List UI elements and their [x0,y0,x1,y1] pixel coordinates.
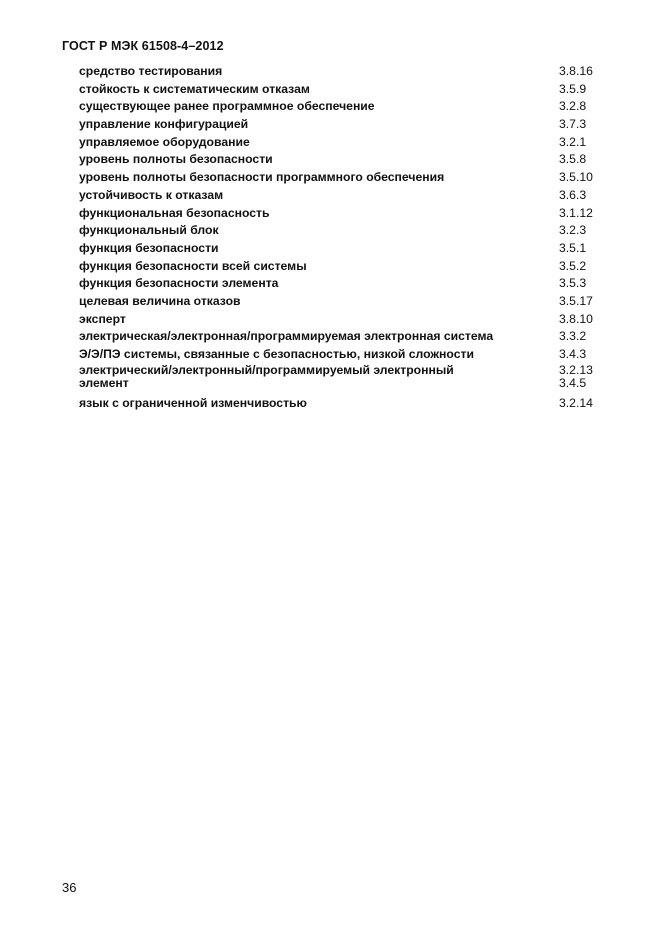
index-term: целевая величина отказов [79,293,241,308]
index-term: функциональная безопасность [79,205,270,220]
index-reference: 3.7.3 [559,117,587,132]
index-term: эксперт [79,311,126,326]
index-reference: 3.2.1 [559,134,587,149]
index-entry [79,151,609,169]
index-entry [79,395,609,413]
index-entry [79,116,609,134]
index-entry [79,275,609,293]
index-term: функция безопасности [79,240,219,255]
document-header: ГОСТ Р МЭК 61508-4–2012 [62,39,224,53]
index-entry [79,187,609,205]
index-reference: 3.4.3 [559,347,587,361]
index-reference: 3.1.12 [559,205,593,220]
index-entry [79,328,609,346]
index-reference: 3.8.16 [559,64,593,78]
index-term: Э/Э/ПЭ системы, связанные с безопасностью, низкой сложности [79,347,474,361]
index-entry [79,63,609,81]
index-reference: 3.2.8 [559,99,587,114]
index-entry [79,240,609,258]
index-entry [79,169,609,187]
index-term: управляемое оборудование [79,134,250,149]
index-term: функциональный блок [79,223,219,238]
index-entry [79,134,609,152]
index-term: управление конфигурацией [79,117,249,132]
index-term: функция безопасности элемента [79,276,279,291]
index-term-line: элемент [79,376,129,391]
index-term: уровень полноты безопасности программного обеспечения [79,170,445,185]
index-reference: 3.3.2 [559,329,587,344]
page-number: 36 [62,880,77,895]
index-entry [79,258,609,276]
index-reference: 3.5.2 [559,258,587,273]
index-reference: 3.5.17 [559,293,593,308]
index-entry [79,222,609,240]
index-entry [79,205,609,223]
index-entry-multiline [79,364,609,395]
index-entry [79,98,609,116]
index-term: функция безопасности всей системы [79,258,307,273]
index-reference: 3.2.3 [559,223,587,238]
index-reference: 3.6.3 [559,187,587,202]
index-reference: 3.2.14 [559,395,593,410]
index-reference: 3.5.1 [559,240,587,255]
index-reference: 3.5.3 [559,276,587,291]
index-term: уровень полноты безопасности [79,152,273,167]
index-reference: 3.5.8 [559,152,587,167]
index-term: электрическая/электронная/программируемая электронная система [79,329,494,344]
index-term: существующее ранее программное обеспечение [79,99,375,114]
index-entry [79,311,609,329]
index-entry [79,293,609,311]
index-reference-line: 3.4.5 [559,376,587,391]
index-term: стойкость к систематическим отказам [79,81,310,96]
index-reference: 3.8.10 [559,311,593,326]
index-reference-multiline [559,364,593,391]
subject-index [79,63,609,412]
index-term: устойчивость к отказам [79,187,224,202]
index-term: язык с ограниченной изменчивостью [79,395,307,410]
index-reference: 3.5.9 [559,81,587,96]
index-entry [79,346,609,364]
index-term-multiline [79,364,549,391]
index-entry [79,81,609,99]
index-term-line: электрический/электронный/программируемый электронный [79,362,454,377]
index-reference-line: 3.2.13 [559,362,593,377]
index-reference: 3.5.10 [559,170,593,185]
index-term: средство тестирования [79,64,223,78]
